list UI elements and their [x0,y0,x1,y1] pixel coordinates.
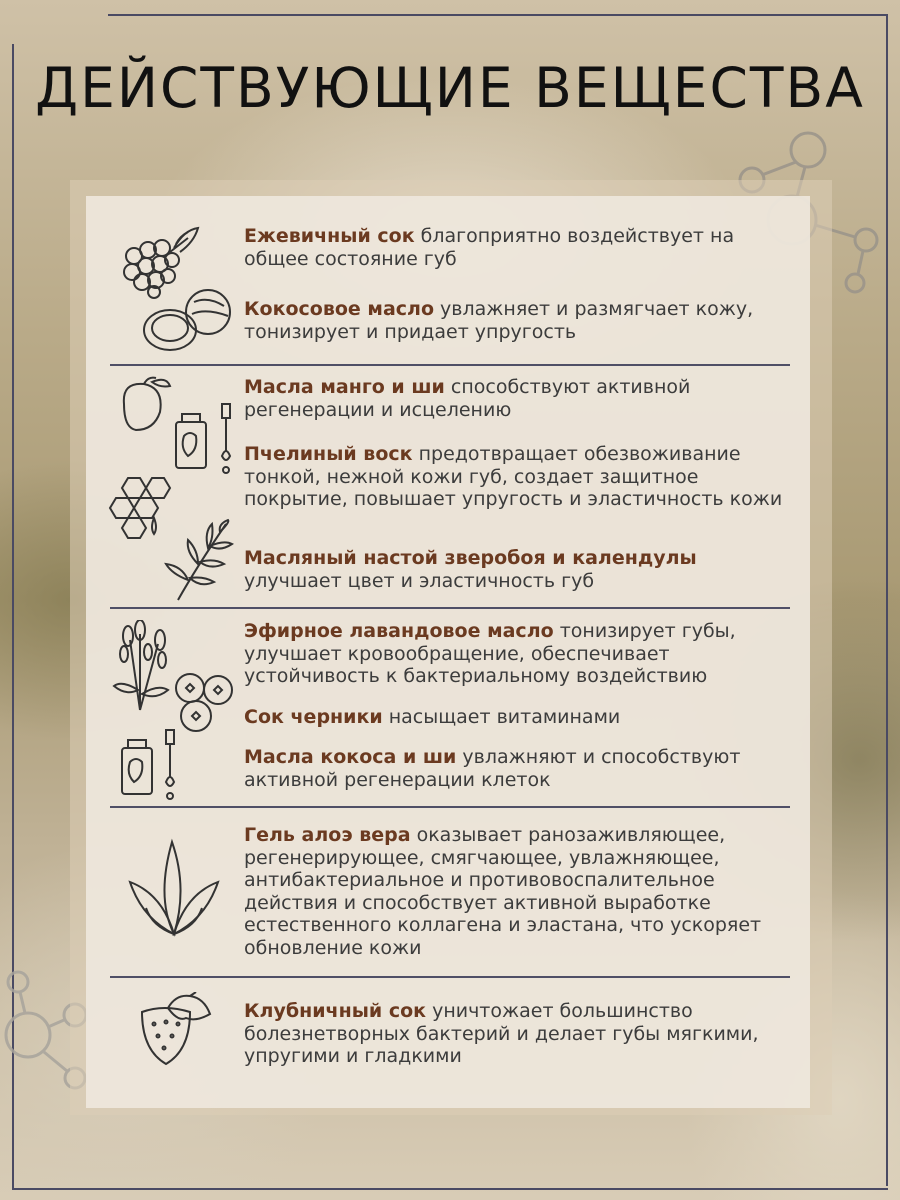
ingredient-entry [244,746,792,791]
ingredient-name: Пчелиный воск [244,443,413,465]
mango-icon [114,374,176,434]
ingredient-entry [244,443,792,511]
herb-leaf-icon [160,518,234,604]
ingredient-description: улучшает цвет и эластичность губ [244,569,595,592]
ingredient-entry [244,298,792,343]
ingredient-entry [244,706,792,729]
ingredient-entry [244,376,792,421]
ingredient-name: Ежевичный сок [244,225,415,247]
oil-bottle-icon [118,726,186,804]
ingredient-description: способствуют активной регенерации и исцелению [244,376,691,421]
oil-bottle-icon [170,400,238,478]
strawberry-icon [134,992,214,1068]
ingredient-name: Гель алоэ вера [244,824,411,846]
ingredient-name: Масла манго и ши [244,376,445,398]
ingredient-description: уничтожает большинство болезнетворных бактерий и делает губы мягкими, упругими и гладкими [244,1000,759,1067]
ingredient-description: тонизирует губы, улучшает кровообращение, обеспечивает устойчивость к бактериальному воздействию [244,620,736,687]
blueberry-icon [172,672,238,734]
ingredient-description: оказывает ранозаживляющее, регенерирующее, смягчающее, увлажняющее, антибактериальное и противовоспалительное действия и способствует активной выработке естественного коллагена и эластана, что ускоряет обновление кожи [244,824,762,959]
ingredient-entry [244,547,792,592]
aloe-icon [128,838,220,938]
ingredient-name: Эфирное лавандовое масло [244,620,554,642]
section-divider-2 [110,607,790,609]
lavender-icon [108,620,174,712]
ingredient-description: насыщает витаминами [382,706,621,728]
coconut-icon [140,286,234,356]
frame-line-bottom [12,1188,888,1190]
ingredient-entry [244,824,792,959]
section-divider-3 [110,806,790,808]
section-divider-4 [110,976,790,978]
ingredient-description: увлажняют и способствуют активной регенерации клеток [244,746,741,791]
page-title: ДЕЙСТВУЮЩИЕ ВЕЩЕСТВА [35,56,865,120]
ingredient-entry [244,620,792,688]
ingredient-entry [244,1000,792,1068]
ingredient-description: благоприятно воздействует на общее состояние губ [244,225,735,270]
ingredient-entry [244,225,792,270]
ingredient-name: Масла кокоса и ши [244,746,457,768]
ingredient-name: Масляный настой зверобоя и календулы [244,547,697,569]
ingredient-description: предотвращает обезвоживание тонкой, нежной кожи губ, создает защитное покрытие, повышает упругость и эластичность кожи [244,443,783,510]
ingredient-name: Кокосовое масло [244,298,435,320]
frame-line-top [108,14,888,16]
ingredient-name: Клубничный сок [244,1000,427,1022]
ingredient-name: Сок черники [244,706,383,728]
section-divider-1 [110,364,790,366]
ingredient-description: увлажняет и размягчает кожу, тонизирует и придает упругость [244,298,754,343]
